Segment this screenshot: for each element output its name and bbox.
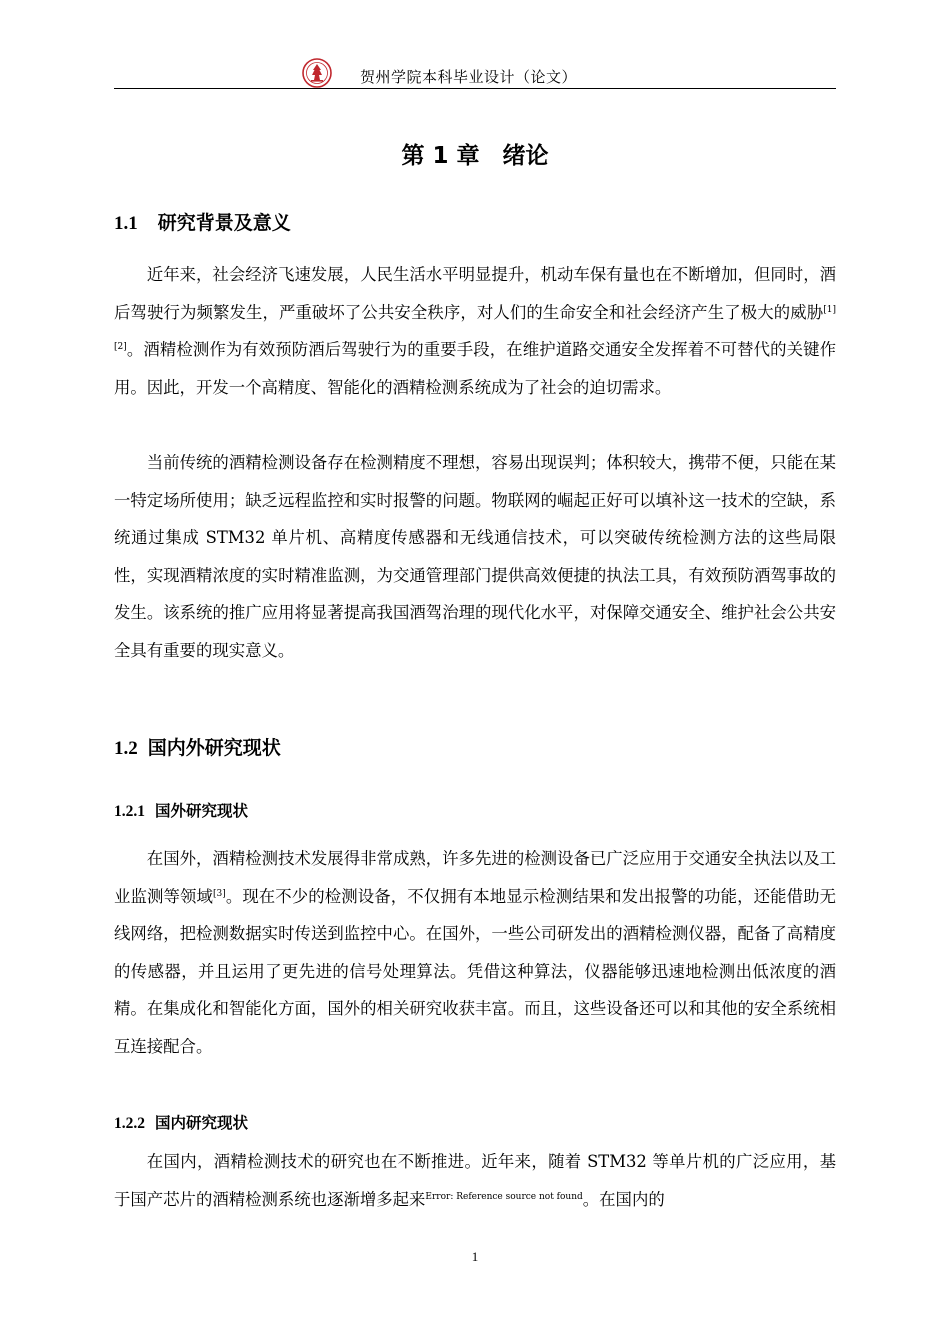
chapter-title: 第 1 章 绪论 <box>401 143 549 169</box>
paragraph-text: 当前传统的酒精检测设备存在检测精度不理想，容易出现误判；体积较大，携带不便，只能在某一特定场所使用；缺乏远程监控和实时报警的问题。物联网的崛起正好可以填补这一技术的空缺，系统通过集成 STM32 单片机、高精度传感器和无线通信技术，可以突破传统检测方法的这些局限性，实现酒精浓度的实时精准监测，为交通管理部门提供高效便捷的执法工具，有效预防酒驾事故的发生。该系统的推广应用将显著提高我国酒驾治理的现代化水平，对保障交通安全、维护社会公共安全具有重要的现实意义。 <box>114 453 836 660</box>
paragraph-background <box>114 256 836 406</box>
subsection-title: 国内研究现状 <box>155 1114 249 1132</box>
section-number: 1.2 <box>114 738 138 759</box>
paragraph-text: 在国外，酒精检测技术发展得非常成熟，许多先进的检测设备已广泛应用于交通安全执法以及工业监测等领域 <box>114 849 836 906</box>
paragraph-text: 在国内，酒精检测技术的研究也在不断推进。近年来，随着 STM32 等单片机的广泛应用，基于国产芯片的酒精检测系统也逐渐增多起来 <box>114 1152 836 1209</box>
subsection-heading-1-2-1 <box>114 799 248 821</box>
subsection-heading-1-2-2 <box>114 1111 248 1133</box>
paragraph-foreign-research <box>114 840 836 1065</box>
citation-ref-error: Error: Reference source not found <box>425 1191 583 1202</box>
header-title: 贺州学院本科毕业设计（论文） <box>360 68 578 86</box>
section-number: 1.1 <box>114 213 138 234</box>
section-heading-1-2 <box>114 733 281 760</box>
citation-ref: [1] [2] <box>114 304 836 352</box>
paragraph-text: 。酒精检测作为有效预防酒后驾驶行为的重要手段，在维护道路交通安全发挥着不可替代的关键作用。因此，开发一个高精度、智能化的酒精检测系统成为了社会的迫切需求。 <box>114 340 836 397</box>
subsection-title: 国外研究现状 <box>155 802 249 820</box>
paragraph-text: 近年来，社会经济飞速发展，人民生活水平明显提升，机动车保有量也在不断增加，但同时，酒后驾驶行为频繁发生，严重破坏了公共安全秩序，对人们的生命安全和社会经济产生了极大的威胁 <box>114 265 836 322</box>
paragraph-text: 。在国内的 <box>582 1189 665 1209</box>
section-title: 研究背景及意义 <box>157 212 291 234</box>
subsection-number: 1.2.1 <box>114 803 145 820</box>
citation-ref: [3] <box>212 888 226 899</box>
section-title: 国内外研究现状 <box>147 737 281 759</box>
paragraph-significance <box>114 444 836 669</box>
paragraph-domestic-research <box>114 1143 836 1218</box>
subsection-number: 1.2.2 <box>114 1115 145 1132</box>
university-seal-icon <box>302 58 332 88</box>
page-number: 1 <box>471 1249 479 1264</box>
section-heading-1-1 <box>114 208 291 235</box>
paragraph-text: 。现在不少的检测设备，不仅拥有本地显示检测结果和发出报警的功能，还能借助无线网络，把检测数据实时传送到监控中心。在国外，一些公司研发出的酒精检测仪器，配备了高精度的传感器，并且运用了更先进的信号处理算法。凭借这种算法，仪器能够迅速地检测出低浓度的酒精。在集成化和智能化方面，国外的相关研究收获丰富。而且，这些设备还可以和其他的安全系统相互连接配合。 <box>114 886 837 1056</box>
page-header <box>114 62 836 89</box>
